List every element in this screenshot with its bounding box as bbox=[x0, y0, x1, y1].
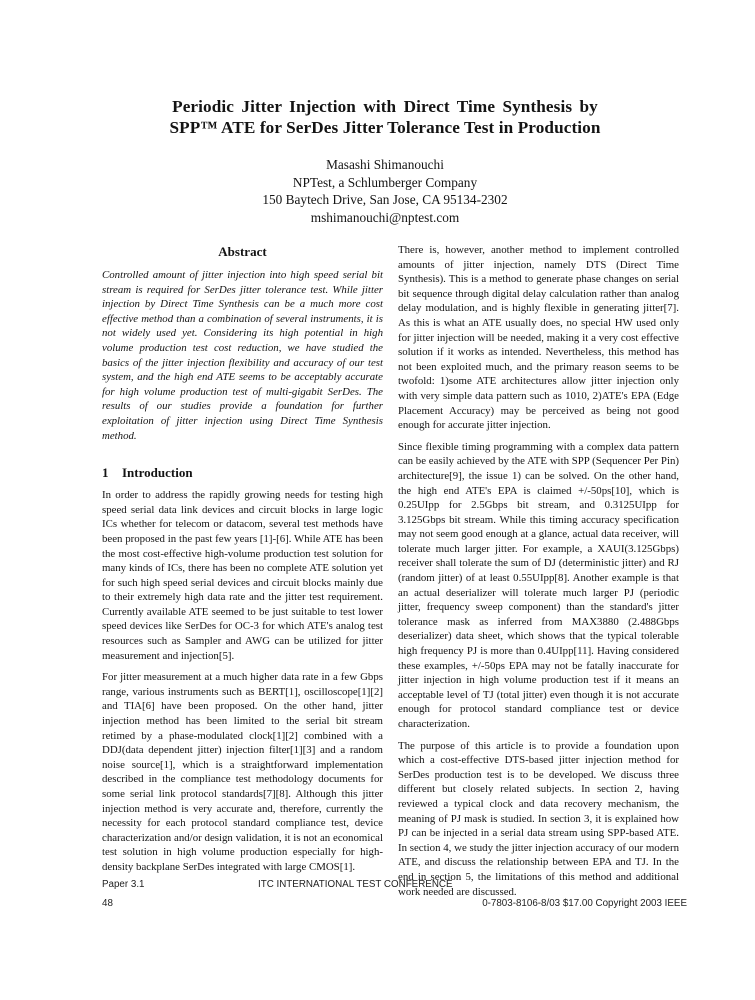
title-line-2: SPP™ ATE for SerDes Jitter Tolerance Test in Production bbox=[169, 118, 601, 137]
author-address: 150 Baytech Drive, San Jose, CA 95134-2302 bbox=[262, 192, 508, 207]
right-column bbox=[398, 243, 679, 899]
footer-paper-label: Paper 3.1 bbox=[102, 879, 145, 890]
intro-paragraph-4: Since flexible timing programming with a complex data pattern can be easily achieved by the ATE with SPP (Sequencer Per Pin) architecture[9], the issue 1) can be solved. On the other hand, the high end ATE's EPA is claimed +/-50ps[10], which is 0.25UIpp for 2.5Gbps bit stream, and 0.3125UIpp for 3.125Gbps bit stream. While this timing accuracy specification may not seem good enough at a glance, actual data receiver, will tolerate much larger jitter. For example, a XAUI(3.125Gbps) receiver shall tolerate the sum of DJ (deterministic jitter) and RJ (random jitter) of at least 0.55UIpp[8]. Another example is that an actual deserializer will tolerate much larger PJ (periodic jitter, frequency sweep component) than the standard's jitter tolerance mask as inferred from MAX3880 (2.488Gbps deserializer) data sheet, which shows that the typical tolerable high frequency PJ is more than 0.4UIpp[11]. Having considered these examples, +/-50ps EPA may not be fatally inaccurate for jitter injection in high volume production test if it means an acceptable level of TJ (total jitter) even though it is not accurate enough for protocol standard compliance test or device characterization. bbox=[398, 440, 679, 730]
footer-conference: ITC INTERNATIONAL TEST CONFERENCE bbox=[258, 879, 453, 890]
footer-page-number: 48 bbox=[102, 898, 113, 909]
left-column bbox=[102, 244, 383, 875]
intro-paragraph-2: For jitter measurement at a much higher data rate in a few Gbps range, various instruments such as BERT[1], oscilloscope[1][2] and TIA[6] have been proposed. On the other hand, jitter injection method has been limited to the serial bit stream retimed by a phase-modulated clock[1][2] combined with a DDJ(data dependent jitter) injection filter[1][3] and a random noise source[1], which is a straightforward implementation described in the compliance test methodology documents for some serial link protocol standards[7][8]. Although this jitter injection method is very accurate and, therefore, currently the necessity for each protocol standard compliance test, device characterization and/or design validation, it is not an economical test solution in high volume production especially for high-density backplane SerDes integrated with large CMOS[1]. bbox=[102, 671, 383, 873]
author-name: Masashi Shimanouchi bbox=[326, 157, 444, 172]
section-heading-introduction bbox=[102, 465, 383, 481]
author-block bbox=[100, 156, 670, 226]
footer-copyright: 0-7803-8106-8/03 $17.00 Copyright 2003 IEEE bbox=[482, 898, 687, 909]
intro-paragraph-3: There is, however, another method to implement controlled amounts of jitter injection, namely DTS (Direct Time Synthesis). This is a method to generate phase changes on serial bit sequence through digital delay calculation rather than analog delay modulation, and is highly flexible in generating jitter[7]. As this is what an ATE usually does, no special HW used only for jitter injection will be needed, making it a very cost effective solution if it works as intended. Nevertheless, this method has not been exploited much, and the primary reason seems to be twofold: 1)some ATE architectures allow jitter injection only with very simple data pattern such as 1010, 2)ATE's EPA (Edge Placement Accuracy) may be perceived as being not good enough for accurate jitter injection. bbox=[398, 244, 679, 432]
abstract-text: Controlled amount of jitter injection into high speed serial bit stream is required for SerDes jitter tolerance test. While jitter injection by Direct Time Synthesis can be a much more cost effective method than a combination of several instruments, it is not widely used yet. Considering its high potential in high volume production test cost reduction, we have studied the basics of the jitter injection flexibility and accuracy of our test system, and the high end ATE seems to be acceptably accurate for high volume production test of multi-gigabit SerDes. The results of our studies provide a foundation for further exploitation of jitter injection using Direct Time Synthesis method. bbox=[102, 269, 383, 442]
author-affiliation: NPTest, a Schlumberger Company bbox=[292, 174, 478, 190]
intro-paragraph-5: The purpose of this article is to provide a foundation upon which a cost-effective DTS-based jitter injection method for SerDes production test is to be developed. We discuss three different but closely related subjects. In section 2, having reviewed a typical clock and data recovery mechanism, the meaning of PJ mask is studied. In section 3, it is explained how PJ can be injected in a serial data stream using SPP-based ATE. In section 4, we study the jitter injection accuracy of our modern ATE, and discuss the relationship between EPA and TJ. In the end in section 5, the limitations of this method and additional work needed are discussed. bbox=[398, 739, 679, 898]
paper-title bbox=[100, 96, 670, 138]
author-email: mshimanouchi@nptest.com bbox=[310, 209, 460, 225]
intro-paragraph-1: In order to address the rapidly growing needs for testing high speed serial data link devices and circuit blocks in large logic ICs whether for telecom or datacom, several test methods have been proposed in the past few years [1]-[6]. While ATE has been the most cost-effective high-volume production test solution for many kinds of ICs, there has been no complete ATE solution yet for such high speed serial devices and circuit blocks mainly due to their extremely high data rate and the jitter test requirement. Currently available ATE seemed to be just suitable to test lower speed devices like SerDes for OC-3 for which ATE's analog test resources such as Sampler and AWG can be utilized for jitter measurement and injection[5]. bbox=[102, 489, 383, 662]
section-title: Introduction bbox=[122, 465, 193, 481]
title-line-1: Periodic Jitter Injection with Direct Time Synthesis by bbox=[172, 97, 598, 116]
section-number: 1 bbox=[102, 465, 109, 481]
abstract-heading: Abstract bbox=[218, 244, 267, 259]
